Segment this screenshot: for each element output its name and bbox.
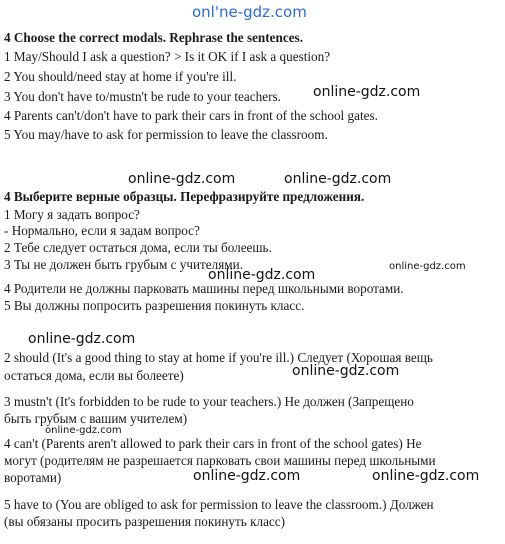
task-ru-item-3: 3 Ты не должен быть грубым с учителями. [4, 257, 244, 272]
answer-5-line-1: 5 have to (You are obliged to ask for permission to leave the classroom.) Должен [4, 497, 434, 512]
watermark: online-gdz.com [45, 425, 122, 436]
answer-4-line-1: 4 can't (Parents aren't allowed to park their cars in front of the school gates) Не [4, 436, 422, 451]
watermark: online-gdz.com [372, 468, 480, 484]
answer-3-line-1: 3 mustn't (It's forbidden to be rude to your teachers.) Не должен (Запрещено [4, 394, 414, 409]
task-en-item-4: 4 Parents can't/don't have to park their cars in front of the school gates. [4, 108, 378, 123]
header-watermark: onl'ne-gdz.com [192, 3, 307, 21]
watermark: online-gdz.com [128, 171, 236, 187]
answer-2-line-1: 2 should (It's a good thing to stay at home if you're ill.) Следует (Хорошая вещь [4, 350, 433, 365]
task-ru-title: 4 Выберите верные образцы. Перефразируйте предложения. [4, 189, 365, 204]
task-en-item-3: 3 You don't have to/mustn't be rude to your teachers. [4, 89, 281, 104]
task-ru-item-4: 4 Родители не должны парковать машины перед школьными воротами. [4, 281, 404, 296]
answer-4-line-3: воротами) [4, 470, 62, 485]
answer-2-line-2: остаться дома, если вы болеете) [4, 368, 184, 383]
task-ru-item-2: 2 Тебе следует остаться дома, если ты болеешь. [4, 240, 272, 255]
task-en-item-5: 5 You may/have to ask for permission to leave the classroom. [4, 127, 328, 142]
task-en-item-2: 2 You should/need stay at home if you're ill. [4, 69, 237, 84]
watermark: online-gdz.com [193, 468, 301, 484]
watermark: online-gdz.com [292, 363, 400, 379]
answer-5-line-2: (вы обязаны просить разрешения покинуть класс) [4, 514, 286, 529]
watermark: online-gdz.com [313, 84, 421, 100]
answer-3-line-2: быть грубым с вашим учителем) [4, 411, 188, 426]
watermark: online-gdz.com [208, 267, 316, 283]
watermark: online-gdz.com [389, 261, 466, 272]
answer-4-line-2: могут (родителям не разрешается парковать свои машины перед школьными [4, 453, 436, 468]
watermark: online-gdz.com [284, 171, 392, 187]
task-en-item-1: 1 May/Should I ask a question? > Is it OK if I ask a question? [4, 49, 331, 64]
task-en-title: 4 Choose the correct modals. Rephrase the sentences. [4, 30, 303, 45]
task-ru-item-1b: - Нормально, если я задам вопрос? [4, 223, 200, 238]
task-ru-item-5: 5 Вы должны попросить разрешения покинуть класс. [4, 298, 305, 313]
watermark: online-gdz.com [28, 331, 136, 347]
task-ru-item-1: 1 Могу я задать вопрос? [4, 207, 140, 222]
